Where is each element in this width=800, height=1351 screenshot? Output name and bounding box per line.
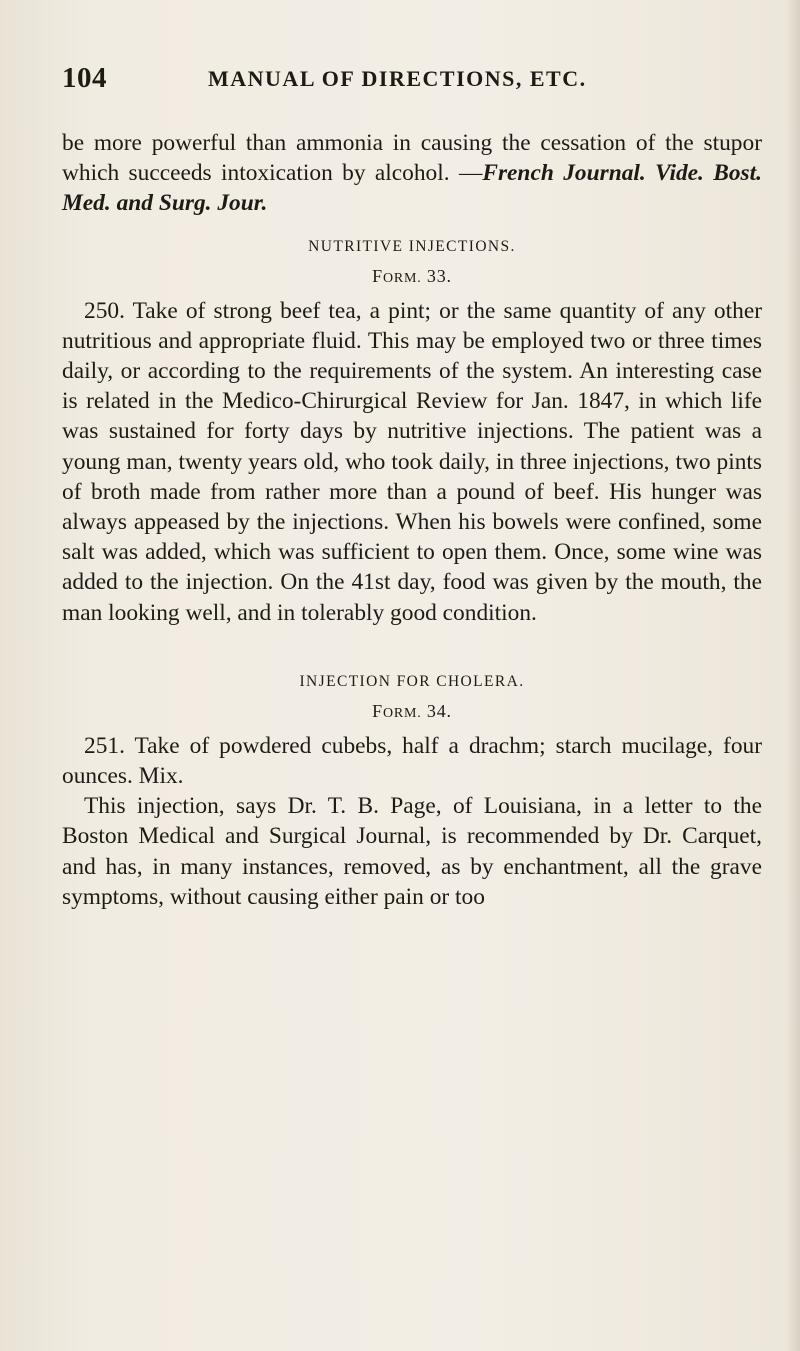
source-citation-a: French Journal. [482, 160, 646, 187]
paragraph-251: 251. Take of powdered cubebs, half a drachm; starch mucilage, four ounces. Mix. [62, 732, 762, 790]
page-number: 104 [62, 62, 107, 94]
form-number: 34. [426, 700, 452, 721]
form-number: 33. [426, 265, 452, 286]
section-gap [62, 628, 762, 654]
section-heading-cholera: INJECTION FOR CHOLERA. [299, 672, 525, 690]
form-heading-34 [62, 698, 762, 727]
form-heading-33 [62, 263, 762, 292]
intro-paragraph [62, 128, 762, 219]
paragraph-251-continued: This injection, says Dr. T. B. Page, of Louisiana, in a letter to the Boston Medical and Surgical Journal, is recommended by Dr. Carquet, and has, in many instances, removed, as by enchantment, all the grave symptoms, without causing either pain or too [62, 793, 762, 910]
page-edge-shadow [786, 0, 800, 1351]
running-head: MANUAL OF DIRECTIONS, ETC. [208, 66, 587, 91]
page-header [62, 62, 752, 106]
intro-text: be more powerful than ammonia in causing the cessation of the stupor which succeeds intoxication by alcohol. — [62, 130, 762, 187]
paragraph-250: 250. Take of strong beef tea, a pint; or the same quantity of any other nutritious and appropriate fluid. This may be employed two or three times daily, or according to the requirements of the system. An interesting case is related in the Medico-Chirurgical Review for Jan. 1847, in which life was sustained for forty days by nutritive injections. The patient was a young man, twenty years old, who took daily, in three injections, two pints of broth made from rather more than a pound of beef. His hunger was always appeased by the injections. When his bowels were confined, some salt was added, which was sufficient to open them. Once, some wine was added to the injection. On the 41st day, food was given by the mouth, the man looking well, and in tolerably good condition. [62, 297, 762, 626]
form-label-rest: ORM. [382, 705, 422, 721]
form-label-initial: F [372, 265, 383, 286]
form-label-initial: F [372, 700, 383, 721]
source-citation-b: Vide. Bost. Med. and Surg. Jour. [62, 160, 762, 217]
form-label-rest: ORM. [382, 270, 422, 286]
section-heading-nutritive: NUTRITIVE INJECTIONS. [308, 237, 516, 255]
page-body [62, 128, 762, 912]
